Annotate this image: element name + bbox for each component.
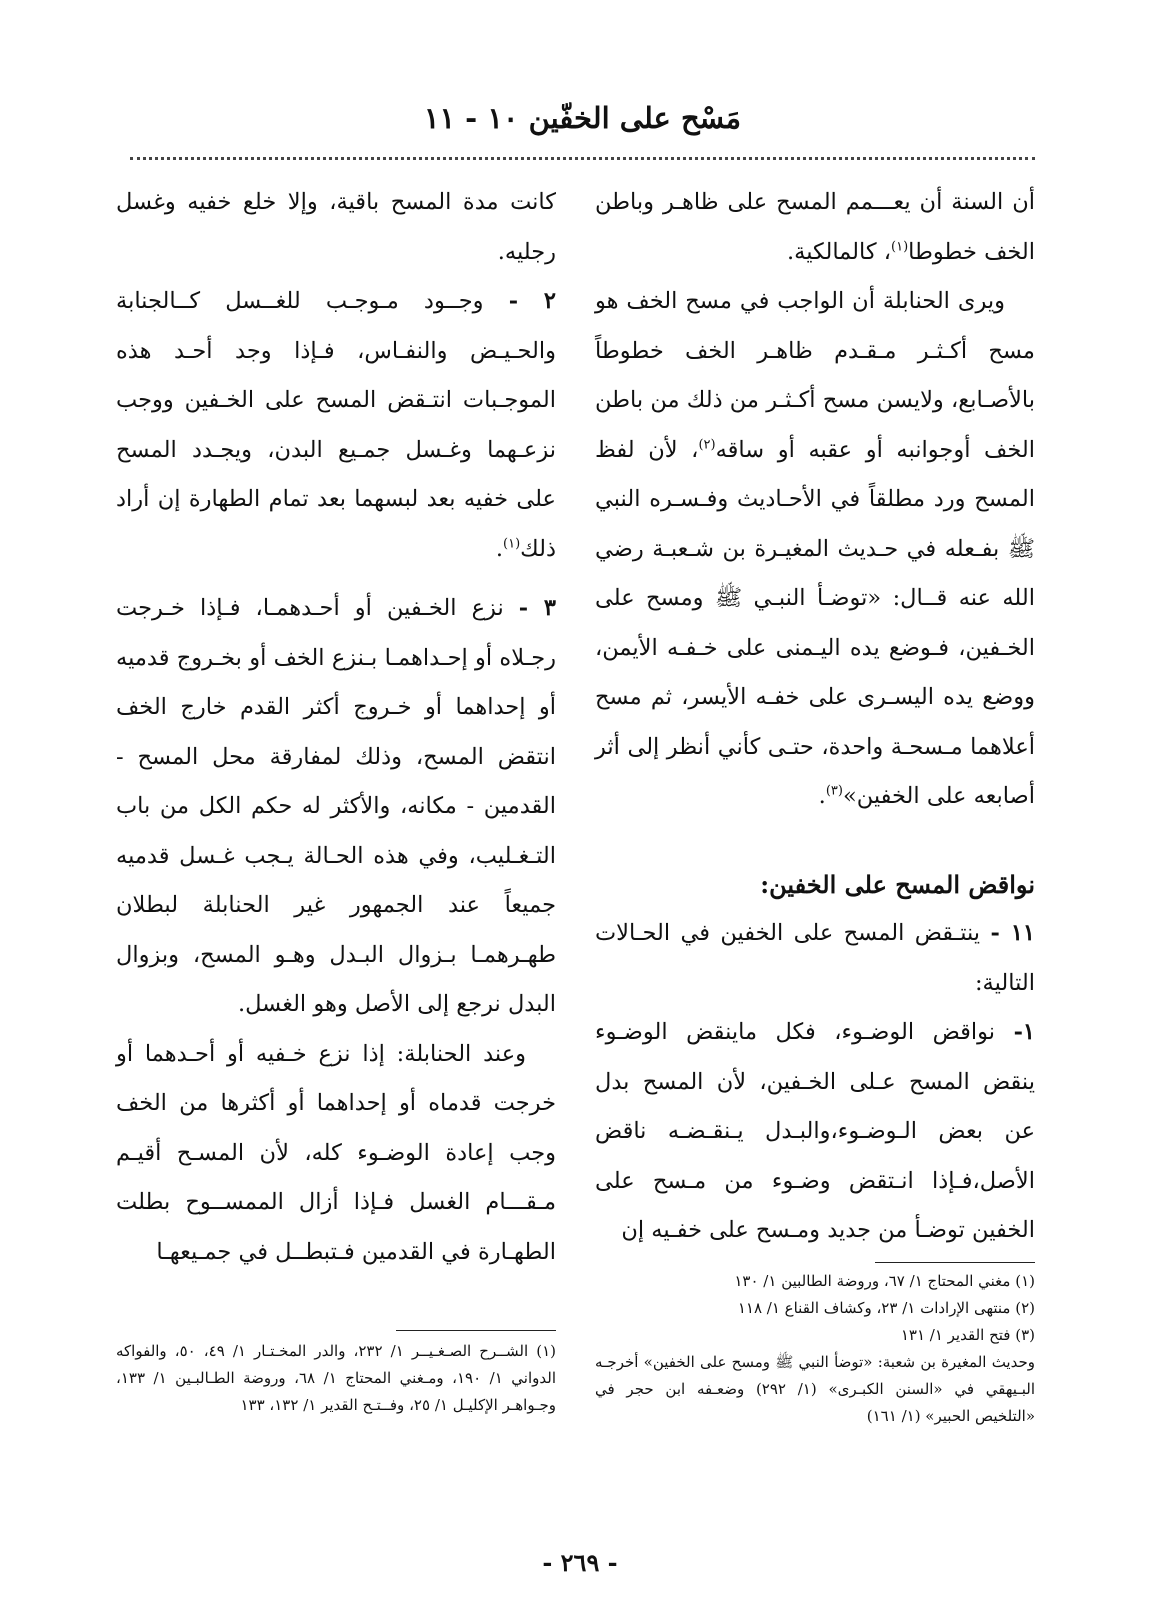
- item-number: ٢ -: [508, 288, 556, 314]
- footnote-ref: (١): [891, 239, 909, 254]
- page-number: - ٢٦٩ -: [542, 1548, 618, 1577]
- header-divider: [130, 157, 1035, 160]
- footnote: وحديث المغيرة بن شعبة: «توضأ النبي ﷺ ومسح على الخفين» أخرجـه البـيهقي في «السنن الكبـرى» (١/ ٢٩٢) وضعـفه ابن حجر في «التلخيص الحبير» (١/ ١٦١): [595, 1353, 1035, 1425]
- item-text: نواقض الوضـوء، فكل ماينقض الوضـوء ينقض المسح عـلى الخـفين، لأن المسح بدل عن بعض الـوضـوء،والبـدل يـنقـضـه ناقض الأصل،فـإذا انـتقض وضـوء من مـسح على الخفين توضـأ من جديد ومـسح على خفـيه إن: [595, 1019, 1035, 1243]
- footnote-ref: (١): [503, 536, 521, 551]
- footnote-ref: (٢): [698, 437, 716, 452]
- item-number: ١-: [1013, 1019, 1036, 1045]
- left-column: [116, 178, 556, 1277]
- right-column: [595, 178, 1035, 1256]
- paragraph-text: ويرى الحنابلة أن الواجب في مسح الخف هو مسح أكـثـر مـقـدم ظاهـر الخف خطوطاً بالأصـابع، ولايسن مسح أكـثـر من ذلك من باطن الخف أوجوانبه أو عقبه أو ساقه: [595, 288, 1035, 463]
- footnote-divider: [875, 1262, 1035, 1263]
- footnote-ref: (٣): [825, 783, 843, 799]
- item-number: ٣ -: [518, 595, 556, 621]
- item-text: وجــود مـوجـب للغــسل كــالجنابة والحـيـض والنفـاس، فـإذا وجد أحـد هذه الموجـبات انتـقض المسح على الخـفين ووجب نزعـهما وغـسل جمـيع البدن، ويجـدد المسح على خفيه بعد لبسهما بعد تمام الطهارة إن أراد ذلك: [116, 288, 556, 562]
- item-text: .: [495, 535, 504, 562]
- footnote: (١) مغني المحتاج ١/ ٦٧، وروضة الطالبين ١/ ١٣٠: [734, 1272, 1035, 1290]
- footnotes-left: [116, 1338, 556, 1419]
- paragraph: [595, 178, 1035, 277]
- numbered-item: [116, 584, 556, 1030]
- page-title: مَسْح على الخفّين ١٠ - ١١: [423, 101, 742, 135]
- footnote: (١) الشــرح الصـغـيــر ١/ ٢٣٢، والدر المخـتـار ١/ ٤٩، ٥٠، والفواكه الدواني ١/ ١٩٠، ومـغني المحتاج ١/ ٦٨، وروضة الطـالبـين ١/ ١٣٣، وجـواهـر الإكليـل ١/ ٢٥، وفــتـح القدير ١/ ١٣٢، ١٣٣: [116, 1342, 556, 1414]
- paragraph: [595, 277, 1035, 822]
- section-heading: نواقض المسح على الخفين:: [760, 869, 1035, 899]
- footnote-divider: [396, 1330, 556, 1331]
- footnotes-right: [595, 1268, 1035, 1430]
- numbered-item: [595, 1008, 1035, 1256]
- footnote: (٣) فتح القدير ١/ ١٣١: [900, 1326, 1035, 1344]
- item-text: ينتـقض المسح على الخفين في الحـالات التالية:: [595, 920, 1035, 996]
- paragraph-text: .: [818, 783, 826, 809]
- paragraph-text: ، كالمالكية.: [787, 238, 892, 265]
- item-number: ١١ -: [990, 920, 1036, 946]
- numbered-item: [595, 909, 1035, 1008]
- page-header: [130, 92, 1035, 144]
- footnote: (٢) منتهى الإرادات ١/ ٢٣، وكشاف القناع ١/ ١١٨: [737, 1299, 1035, 1317]
- paragraph-text: ، لأن لفظ المسح ورد مطلقاً في الأحـاديث وفـسـره النبي ﷺ بفـعله في حـديث المغيـرة بن شـعبـة رضي الله عنه قــال: «توضـأ النبـي ﷺ ومسح على الخـفين، فـوضع يده اليـمنى على خـفـه الأيمن، ووضع يده اليسـرى على خفـه الأيسر، ثم مسح أعلاهما مـسحـة واحدة، حتـى كأني أنظر إلى أثر أصابعه على الخفين»: [595, 436, 1035, 809]
- numbered-item: [116, 277, 556, 574]
- paragraph: كانت مدة المسح باقية، وإلا خلع خفيه وغسل رجليه.: [116, 189, 556, 265]
- item-text: نزع الخـفين أو أحـدهمـا، فـإذا خـرجت رجـلاه أو إحـداهمـا بـنزع الخف أو بخـروج قدميه أو إحداهما أو خـروج أكثر القدم خارج الخف انتقض المسح، وذلك لمفارقة محل المسح - القدمين - مكانه، والأكثر له حكم الكل من باب التـغـليب، وفي هذه الحـالة يـجب غـسل قدميه جميعاً عند الجمهور غير الحنابلة لبطلان طهـرهمـا بـزوال البـدل وهـو المسح، وبزوال البدل نرجع إلى الأصل وهو الغسل.: [116, 595, 556, 1017]
- paragraph-text: أن السنة أن يعـــمم المسح على ظاهـر وباطن الخف خطوطا: [595, 189, 1035, 265]
- paragraph: وعند الحنابلة: إذا نزع خـفيه أو أحـدهما أو خرجت قدماه أو إحداهما أو أكثرها من الخف وجب إعادة الوضـوء كله، لأن المسـح أقيـم مـقـــام الغسل فـإذا أزال الممســوح بطلت الطهـارة في القدمين فـتبطــل في جمـيعهـا: [116, 1040, 556, 1265]
